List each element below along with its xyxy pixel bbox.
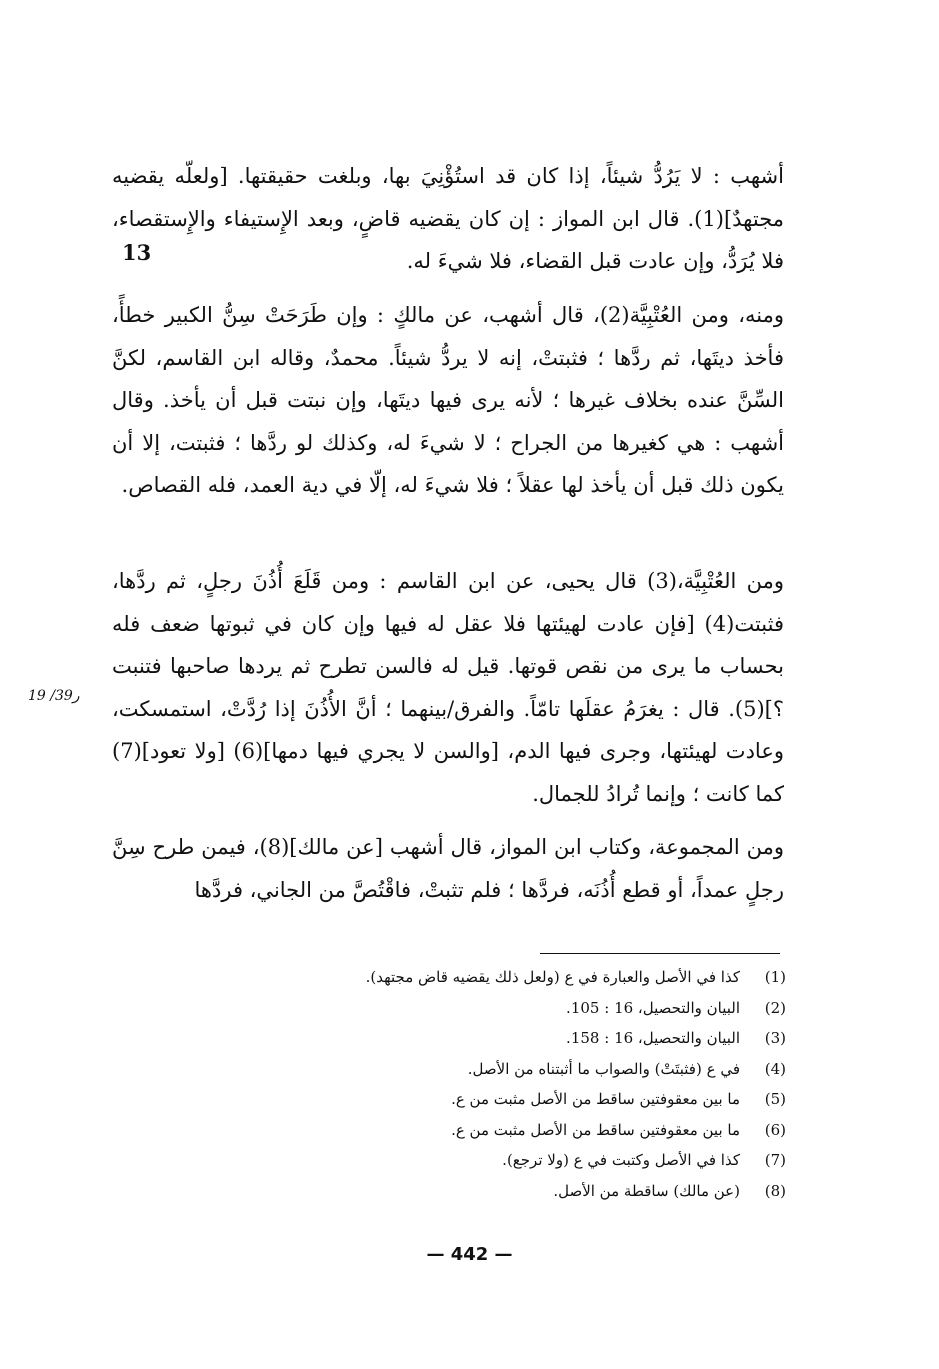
paragraph-3-block: [112, 560, 784, 815]
footnote-text: (عن مالك) ساقطة من الأصل.: [553, 1181, 740, 1200]
footnote-text: ما بين معقوفتين ساقط من الأصل مثبت من ع.: [451, 1120, 740, 1139]
footnote-text: كذا في الأصل والعبارة في ع (ولعل ذلك يقضيه قاض مجتهد).: [365, 968, 740, 986]
margin-folio-note: 19 /39ر: [28, 688, 80, 704]
footnote-list: [300, 962, 786, 1206]
footnote-text: البيان والتحصيل، 16 : 158.: [566, 1029, 740, 1047]
footnote: [300, 1115, 786, 1146]
paragraph: ومنه، ومن العُتْبِيَّة(2)، قال أشهب، عن مالكٍ : وإن طَرَحَتْ سِنُّ الكبير خطأً، فأخذ ديتَها، ثم ردَّها ؛ فثبتتْ، إنه لا يردُّ شيئاً. محمدٌ، وقاله ابن القاسم، لكنَّ السِّنَّ عنده بخلاف غيرها ؛ لأنه يرى فيها ديتَها، وإن نبتت قبل أن يأخذ. وقال أشهب : هي كغيرها من الجراح ؛ لا شيءَ له، وكذلك لو ردَّها ؛ فثبتت، إلا أن يكون ذلك قبل أن يأخذ لها عقلاً ؛ فلا شيءَ له، إلّا في دية العمد، فله القصاص.: [112, 303, 784, 497]
footnote: [300, 1054, 786, 1085]
footnote-separator: [540, 953, 780, 954]
section-marker: 13: [122, 240, 152, 265]
footnote-number: (6): [764, 1120, 786, 1139]
paragraph-4-block: [112, 826, 784, 911]
footnote-text: ما بين معقوفتين ساقط من الأصل مثبت من ع.: [451, 1090, 740, 1108]
footnote-text: كذا في الأصل وكتبت في ع (ولا ترجع).: [502, 1151, 740, 1169]
footnote: [300, 962, 786, 993]
paragraph: ومن المجموعة، وكتاب ابن المواز، قال أشهب [عن مالك](8)، فيمن طرح سِنَّ رجلٍ عمداً، أو قطع أُذُنَه، فردَّها ؛ فلم تثبتْ، فاقْتُصَّ من الجاني، فردَّها: [112, 835, 785, 902]
footnote-number: (3): [764, 1029, 786, 1047]
footnote: [300, 993, 786, 1024]
footnote-text: البيان والتحصيل، 16 : 105.: [566, 998, 740, 1017]
paragraph-2-block: [112, 294, 784, 507]
footnote: [300, 1084, 786, 1115]
footnote-number: (4): [764, 1059, 786, 1078]
footnote-number: (5): [764, 1090, 786, 1108]
footnote-text: في ع (فثبتَتْ) والصواب ما أثبتناه من الأصل.: [467, 1059, 740, 1078]
footnote-number: (1): [764, 968, 786, 986]
paragraph-1-block: [112, 155, 784, 283]
footnote-number: (8): [764, 1181, 786, 1200]
footnote-number: (7): [764, 1151, 786, 1169]
footnote-number: (2): [764, 998, 786, 1017]
paragraph: أشهب : لا يَرُدُّ شيئاً، إذا كان قد استُؤْنِيَ بها، وبلغت حقيقتها. [ولعلّه يقضيه مجتهدٌ](1). قال ابن المواز : إن كان يقضيه قاضٍ، وبعد الإِستيفاء والإِستقصاء، فلا يُرَدُّ، وإن عادت قبل القضاء، فلا شيءَ له.: [112, 164, 784, 273]
footnote: [300, 1145, 786, 1176]
paragraph: ومن العُتْبِيَّة،(3) قال يحيى، عن ابن القاسم : ومن قَلَعَ أُذُنَ رجلٍ، ثم ردَّها، فثبتت(4) [فإن عادت لهيئتها فلا عقل له فيها وإن كان في ثبوتها ضعف فله بحساب ما يرى من نقص قوتها. قيل له فالسن تطرح ثم يردها صاحبها فتنبت ؟](5). قال : يغرَمُ عقلَها تامّاً. والفرق/بينهما ؛ أنَّ الأُذُنَ إذا رُدَّتْ، استمسكت، وعادت لهيئتها، وجرى فيها الدم، [والسن لا يجري فيها دمها](6) [ولا تعود](7) كما كانت ؛ وإنما تُرادُ للجمال.: [112, 569, 784, 806]
footnote: [300, 1176, 786, 1207]
page-number: — 442 —: [426, 1244, 513, 1265]
footnote: [300, 1023, 786, 1054]
